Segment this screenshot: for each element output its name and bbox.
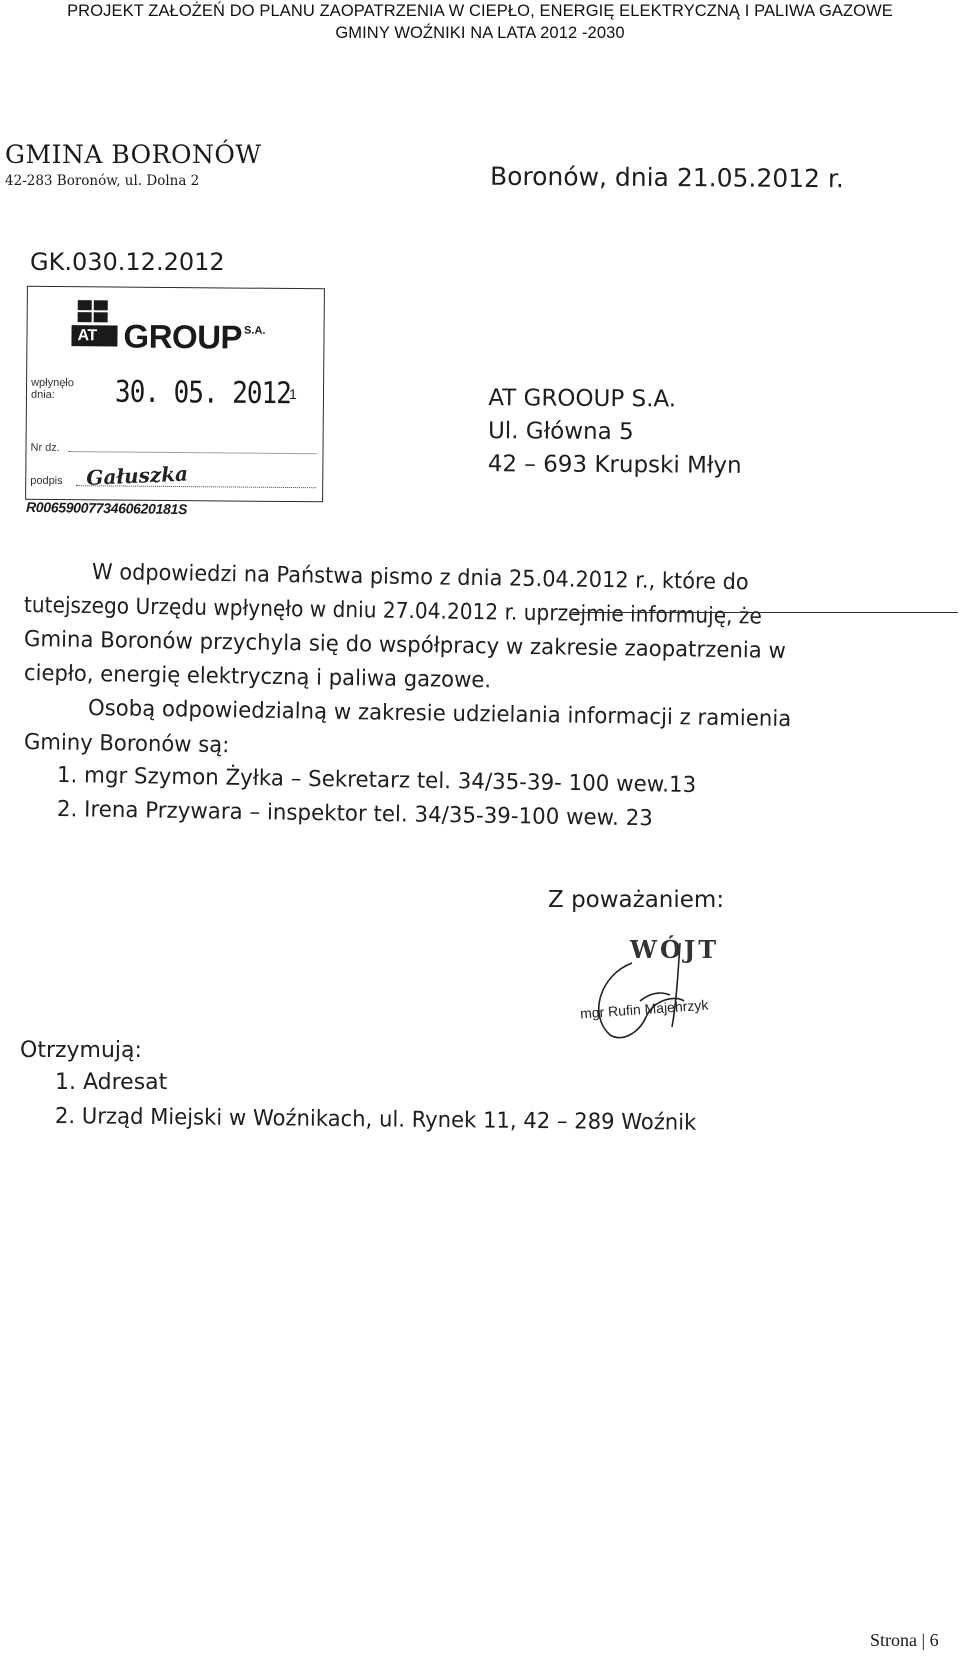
logo-mark-icon <box>71 300 119 348</box>
body-line-2: tutejszego Urzędu wpłynęło w dniu 27.04.2012 r. uprzejmie informuję, że <box>23 593 763 630</box>
addressee-block <box>488 382 743 483</box>
logo-group-text: GROUP <box>123 317 243 356</box>
place-date: Boronów, dnia 21.05.2012 r. <box>489 161 845 194</box>
reference-number: GK.030.12.2012 <box>30 248 225 276</box>
stamp-nr-dz-line <box>68 451 316 454</box>
logo-mark-text: AT <box>77 327 97 345</box>
company-logo <box>71 296 266 357</box>
recipient-item: 1. Adresat <box>55 1070 168 1095</box>
recipients-title: Otrzymują: <box>20 1038 142 1063</box>
stamp-received-label: wpłynęło dnia: <box>30 376 74 401</box>
body-line-5: Osobą odpowiedzialną w zakresie udzielania informacji z ramienia <box>87 696 792 733</box>
body-line-6: Gminy Boronów są: <box>23 730 230 759</box>
stamp-signature-label: podpis <box>30 474 63 488</box>
signatory-name: mgr Rufin Majehrzyk <box>579 996 709 1022</box>
stamp-signature: Gałuszka <box>85 461 189 490</box>
scan-rule-line <box>572 612 958 613</box>
signature-block <box>580 935 760 1045</box>
page-header-line1: PROJEKT ZAŁOŻEŃ DO PLANU ZAOPATRZENIA W CIEPŁO, ENERGIĘ ELEKTRYCZNĄ I PALIWA GAZOWE <box>67 2 893 20</box>
stamp-received-date: 30. 05. 2012 <box>114 375 291 412</box>
body-line-8: 2. Irena Przywara – inspektor tel. 34/35-39-100 wew. 23 <box>56 797 654 832</box>
stamp-registration-code: R0065900773460620181S <box>25 498 188 518</box>
body-line-4: ciepło, energię elektryczną i paliwa gazowe. <box>23 661 492 694</box>
body-line-3: Gmina Boronów przychyla się do współpracy w zakresie zaopatrzenia w <box>23 627 787 664</box>
closing-greeting: Z poważaniem: <box>548 887 725 913</box>
recipient-item: 2. Urząd Miejski w Woźnikach, ul. Rynek 11, 42 – 289 Woźnik <box>54 1104 697 1136</box>
addressee-street: Ul. Główna 5 <box>487 418 634 446</box>
signatory-title: WÓJT <box>630 935 720 964</box>
logo-suffix: S.A. <box>244 324 266 337</box>
sender-address: 42-283 Boronów, ul. Dolna 2 <box>5 173 200 189</box>
addressee-postal: 42 – 693 Krupski Młyn <box>487 451 742 479</box>
body-line-1: W odpowiedzi na Państwa pismo z dnia 25.04.2012 r., które do <box>91 560 749 596</box>
addressee-company: AT GROOUP S.A. <box>488 385 677 413</box>
receipt-stamp <box>25 286 325 503</box>
stamp-sequence: 1 <box>288 385 297 403</box>
page-number: Strona | 6 <box>870 1630 939 1650</box>
sender-name: GMINA BORONÓW <box>5 140 262 169</box>
stamp-nr-dz-label: Nr dz. <box>30 441 60 454</box>
logo-text <box>123 313 265 355</box>
body-line-7: 1. mgr Szymon Żyłka – Sekretarz tel. 34/35-39- 100 wew.13 <box>56 763 697 799</box>
page-header-line2: GMINY WOŹNIKI NA LATA 2012 -2030 <box>335 24 625 42</box>
